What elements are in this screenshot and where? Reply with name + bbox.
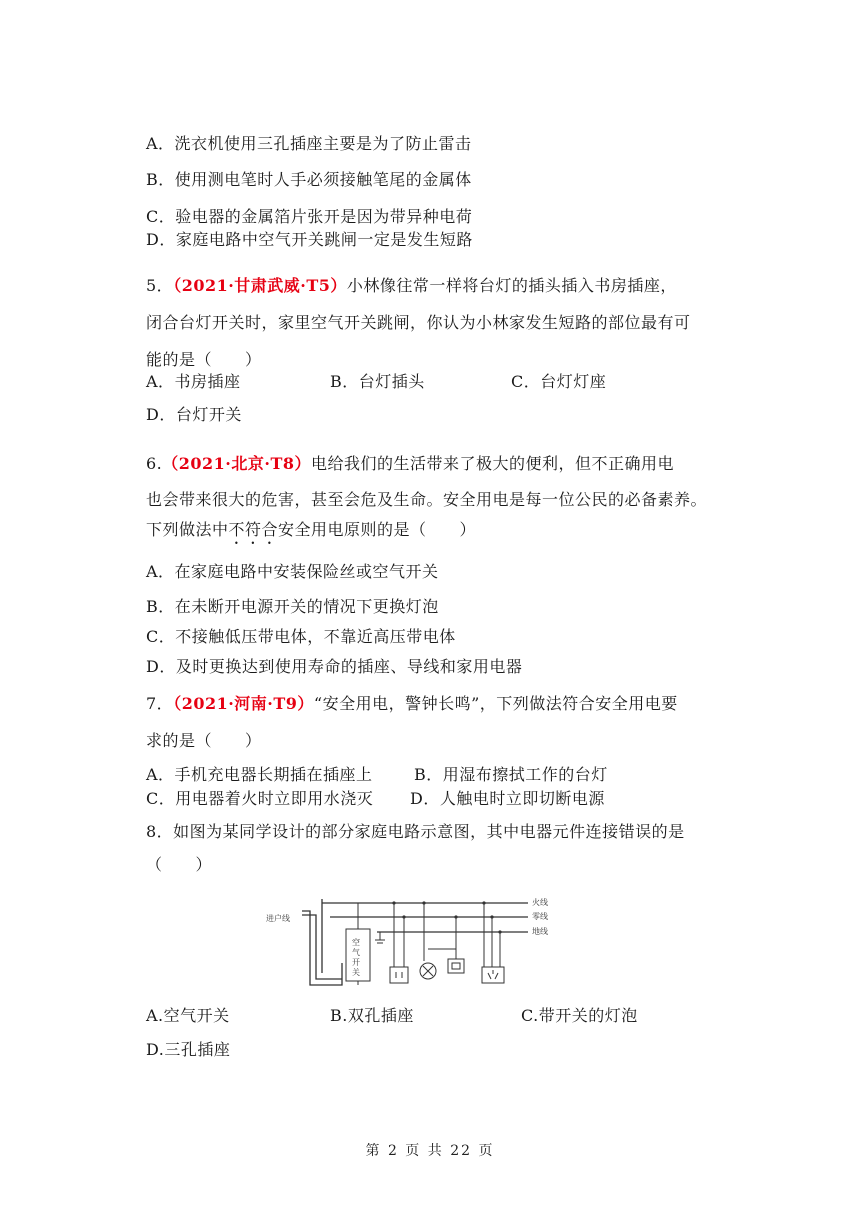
q5-option-d: D．台灯开关 [146,405,242,424]
junction-dot-6 [490,915,493,918]
q4-option-a: A．洗衣机使用三孔插座主要是为了防止雷击 [146,134,472,153]
air-switch-label-1: 空 [352,938,360,947]
two-hole-socket [390,967,408,983]
q7-number: 7． [146,694,174,713]
q6-option-a: A．在家庭电路中安装保险丝或空气开关 [146,562,439,581]
q5-citation: （2021·甘肃武威·T5） [173,276,347,295]
entry-wire-label: 进户线 [266,914,290,923]
junction-dot-3 [482,901,485,904]
three-hole-socket [482,967,504,983]
page-footer: 第 2 页 共 22 页 [365,1143,495,1159]
q5-option-b: B．台灯插头 [330,372,425,391]
q5-stem-line-3: 能的是（ ） [146,350,262,369]
q7-option-a: A．手机充电器长期插在插座上 [146,765,373,784]
junction-dot-5 [454,915,457,918]
q6-stem-line-3 [146,520,476,548]
junction-dot-2 [422,901,425,904]
q5-option-a: A．书房插座 [146,372,241,391]
q5-text-1: 小林像往常一样将台灯的插头插入书房插座， [346,276,677,295]
three-hole-socket-pin-2 [495,973,498,979]
household-circuit-diagram [262,893,562,995]
q6-option-c: C．不接触低压带电体，不靠近高压带电体 [146,627,456,646]
three-hole-socket-pin-1 [488,973,491,979]
air-switch-label-4: 关 [352,968,360,977]
q7-stem-line-2: 求的是（ ） [146,731,262,750]
air-switch-label-2: 气 [352,948,360,957]
q7-stem-line-1 [146,694,678,714]
ground-wire-label: 地线 [532,927,548,936]
q7-citation: （2021·河南·T9） [173,694,314,713]
neutral-wire-label: 零线 [532,912,548,921]
junction-dot-4 [402,915,405,918]
q4-option-b: B．使用测电笔时人手必须接触笔尾的金属体 [146,170,472,189]
q6-text-3-post: 安全用电原则的是（ ） [278,520,477,539]
q6-stem-line-1 [146,454,674,474]
q8-option-d: D.三孔插座 [146,1040,231,1059]
q6-text-1: 电给我们的生活带来了极大的便利，但不正确用电 [310,454,674,473]
q5-number: 5． [146,276,174,295]
q4-option-c: C．验电器的金属箔片张开是因为带异种电荷 [146,207,473,226]
air-switch-label-3: 开 [352,958,360,967]
lamp-switch [448,959,464,973]
live-wire-label: 火线 [532,898,548,907]
q7-text-1: “安全用电，警钟长鸣”，下列做法符合安全用电要 [313,694,678,713]
q8-option-b: B.双孔插座 [330,1006,414,1025]
q6-text-3-pre: 下列做法中 [146,520,229,539]
lamp-switch-toggle [452,963,460,969]
q5-option-c: C．台灯灯座 [511,372,607,391]
q8-option-a: A.空气开关 [146,1006,230,1025]
q8-stem-line-2: （ ） [146,855,213,874]
q8-stem-line-1: 8．如图为某同学设计的部分家庭电路示意图，其中电器元件连接错误的是 [146,822,685,841]
q6-option-d: D．及时更换达到使用寿命的插座、导线和家用电器 [146,657,523,676]
q6-option-b: B．在未断开电源开关的情况下更换灯泡 [146,597,439,616]
q7-option-d: D．人触电时立即切断电源 [410,789,605,808]
q4-option-d: D．家庭电路中空气开关跳闸一定是发生短路 [146,230,473,249]
q8-option-c: C.带开关的灯泡 [521,1006,638,1025]
q6-stem-line-2: 也会带来很大的危害，甚至会危及生命。安全用电是每一位公民的必备素养。 [146,490,708,509]
junction-dot-1 [392,901,395,904]
q5-stem-line-1 [146,276,677,296]
q6-citation: （2021·北京·T8） [162,454,311,473]
q5-stem-line-2: 闭合台灯开关时，家里空气开关跳闸，你认为小林家发生短路的部位最有可 [146,313,691,332]
junction-dot-7 [498,930,501,933]
q7-option-c: C．用电器着火时立即用水浇灭 [146,789,374,808]
q7-option-b: B．用湿布擦拭工作的台灯 [414,765,608,784]
q6-number: 6. [146,454,163,473]
q6-emphasis-not-comply: 不符合 [228,520,279,539]
